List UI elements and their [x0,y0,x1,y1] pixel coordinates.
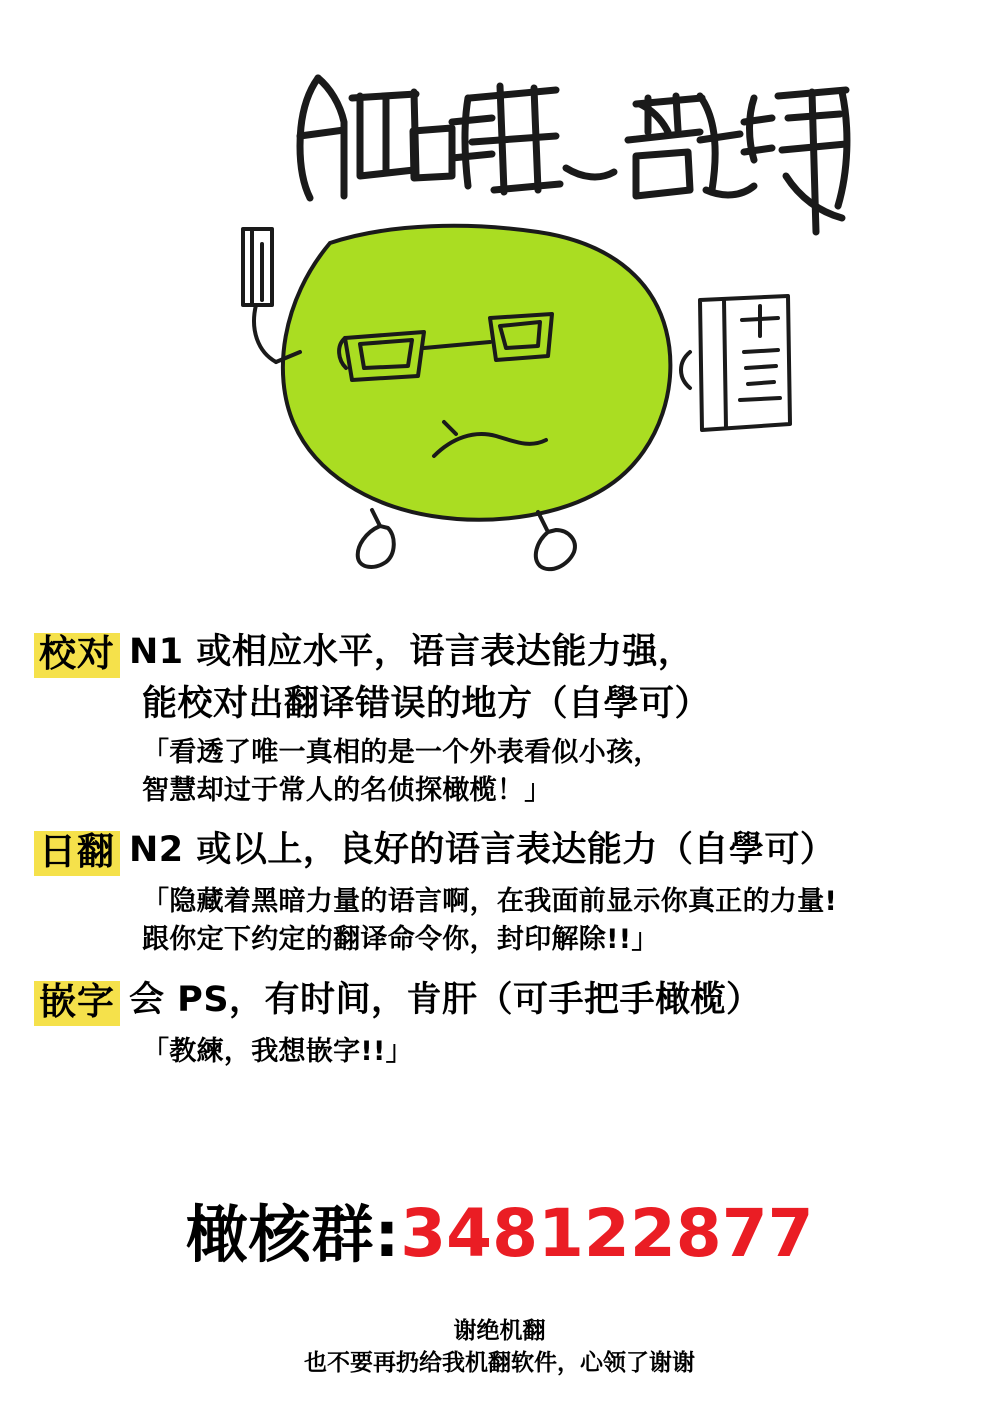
qq-group-number: 348122877 [400,1195,814,1272]
role-quote-line: 「隐藏着黑暗力量的语言啊，在我面前显示你真正的力量! [142,886,838,918]
footer-line-2: 也不要再扔给我机翻软件，心领了谢谢 [304,1350,695,1377]
role-block-translator [0,828,999,960]
footer-note [0,1315,999,1379]
olive-character-drawing [0,0,999,620]
role-quote-line: 「教練，我想嵌字!!」 [142,1035,413,1067]
role-quote-line: 跟你定下约定的翻译命令你，封印解除!!」 [142,924,659,956]
recruitment-section [0,630,999,1089]
qq-group-line [0,1185,999,1274]
book-icon [681,296,790,430]
role-headline [34,978,965,1026]
role-requirement-line-2: 能校对出翻译错误的地方（自學可） [142,683,711,724]
role-quote [142,1033,965,1071]
role-requirement-line-1: N2 或以上，良好的语言表达能力（自學可） [129,830,836,871]
role-headline [34,630,965,727]
role-quote [142,734,965,811]
role-quote-line: 「看透了唯一真相的是一个外表看似小孩， [142,736,661,768]
role-block-proofreader [0,630,999,810]
handwritten-title-icon [300,78,847,232]
role-headline [34,828,965,876]
character-body [283,226,671,520]
footer-line-1: 谢绝机翻 [453,1318,546,1344]
role-requirement-line-1: N1 或相应水平，语言表达能力强， [129,632,694,672]
qq-group-label: 橄核群: [185,1198,401,1271]
role-requirement-line-1: 会 PS，有时间，肯肝（可手把手橄榄） [129,979,762,1020]
role-block-typesetter [0,978,999,1071]
role-tag-badge: 嵌字 [34,981,120,1026]
role-tag-badge: 校对 [34,633,120,678]
illustration-panel [0,0,999,620]
role-quote-line: 智慧却过于常人的名侦探橄榄！」 [142,774,552,806]
role-quote [142,883,965,960]
role-tag-badge: 日翻 [34,831,120,876]
